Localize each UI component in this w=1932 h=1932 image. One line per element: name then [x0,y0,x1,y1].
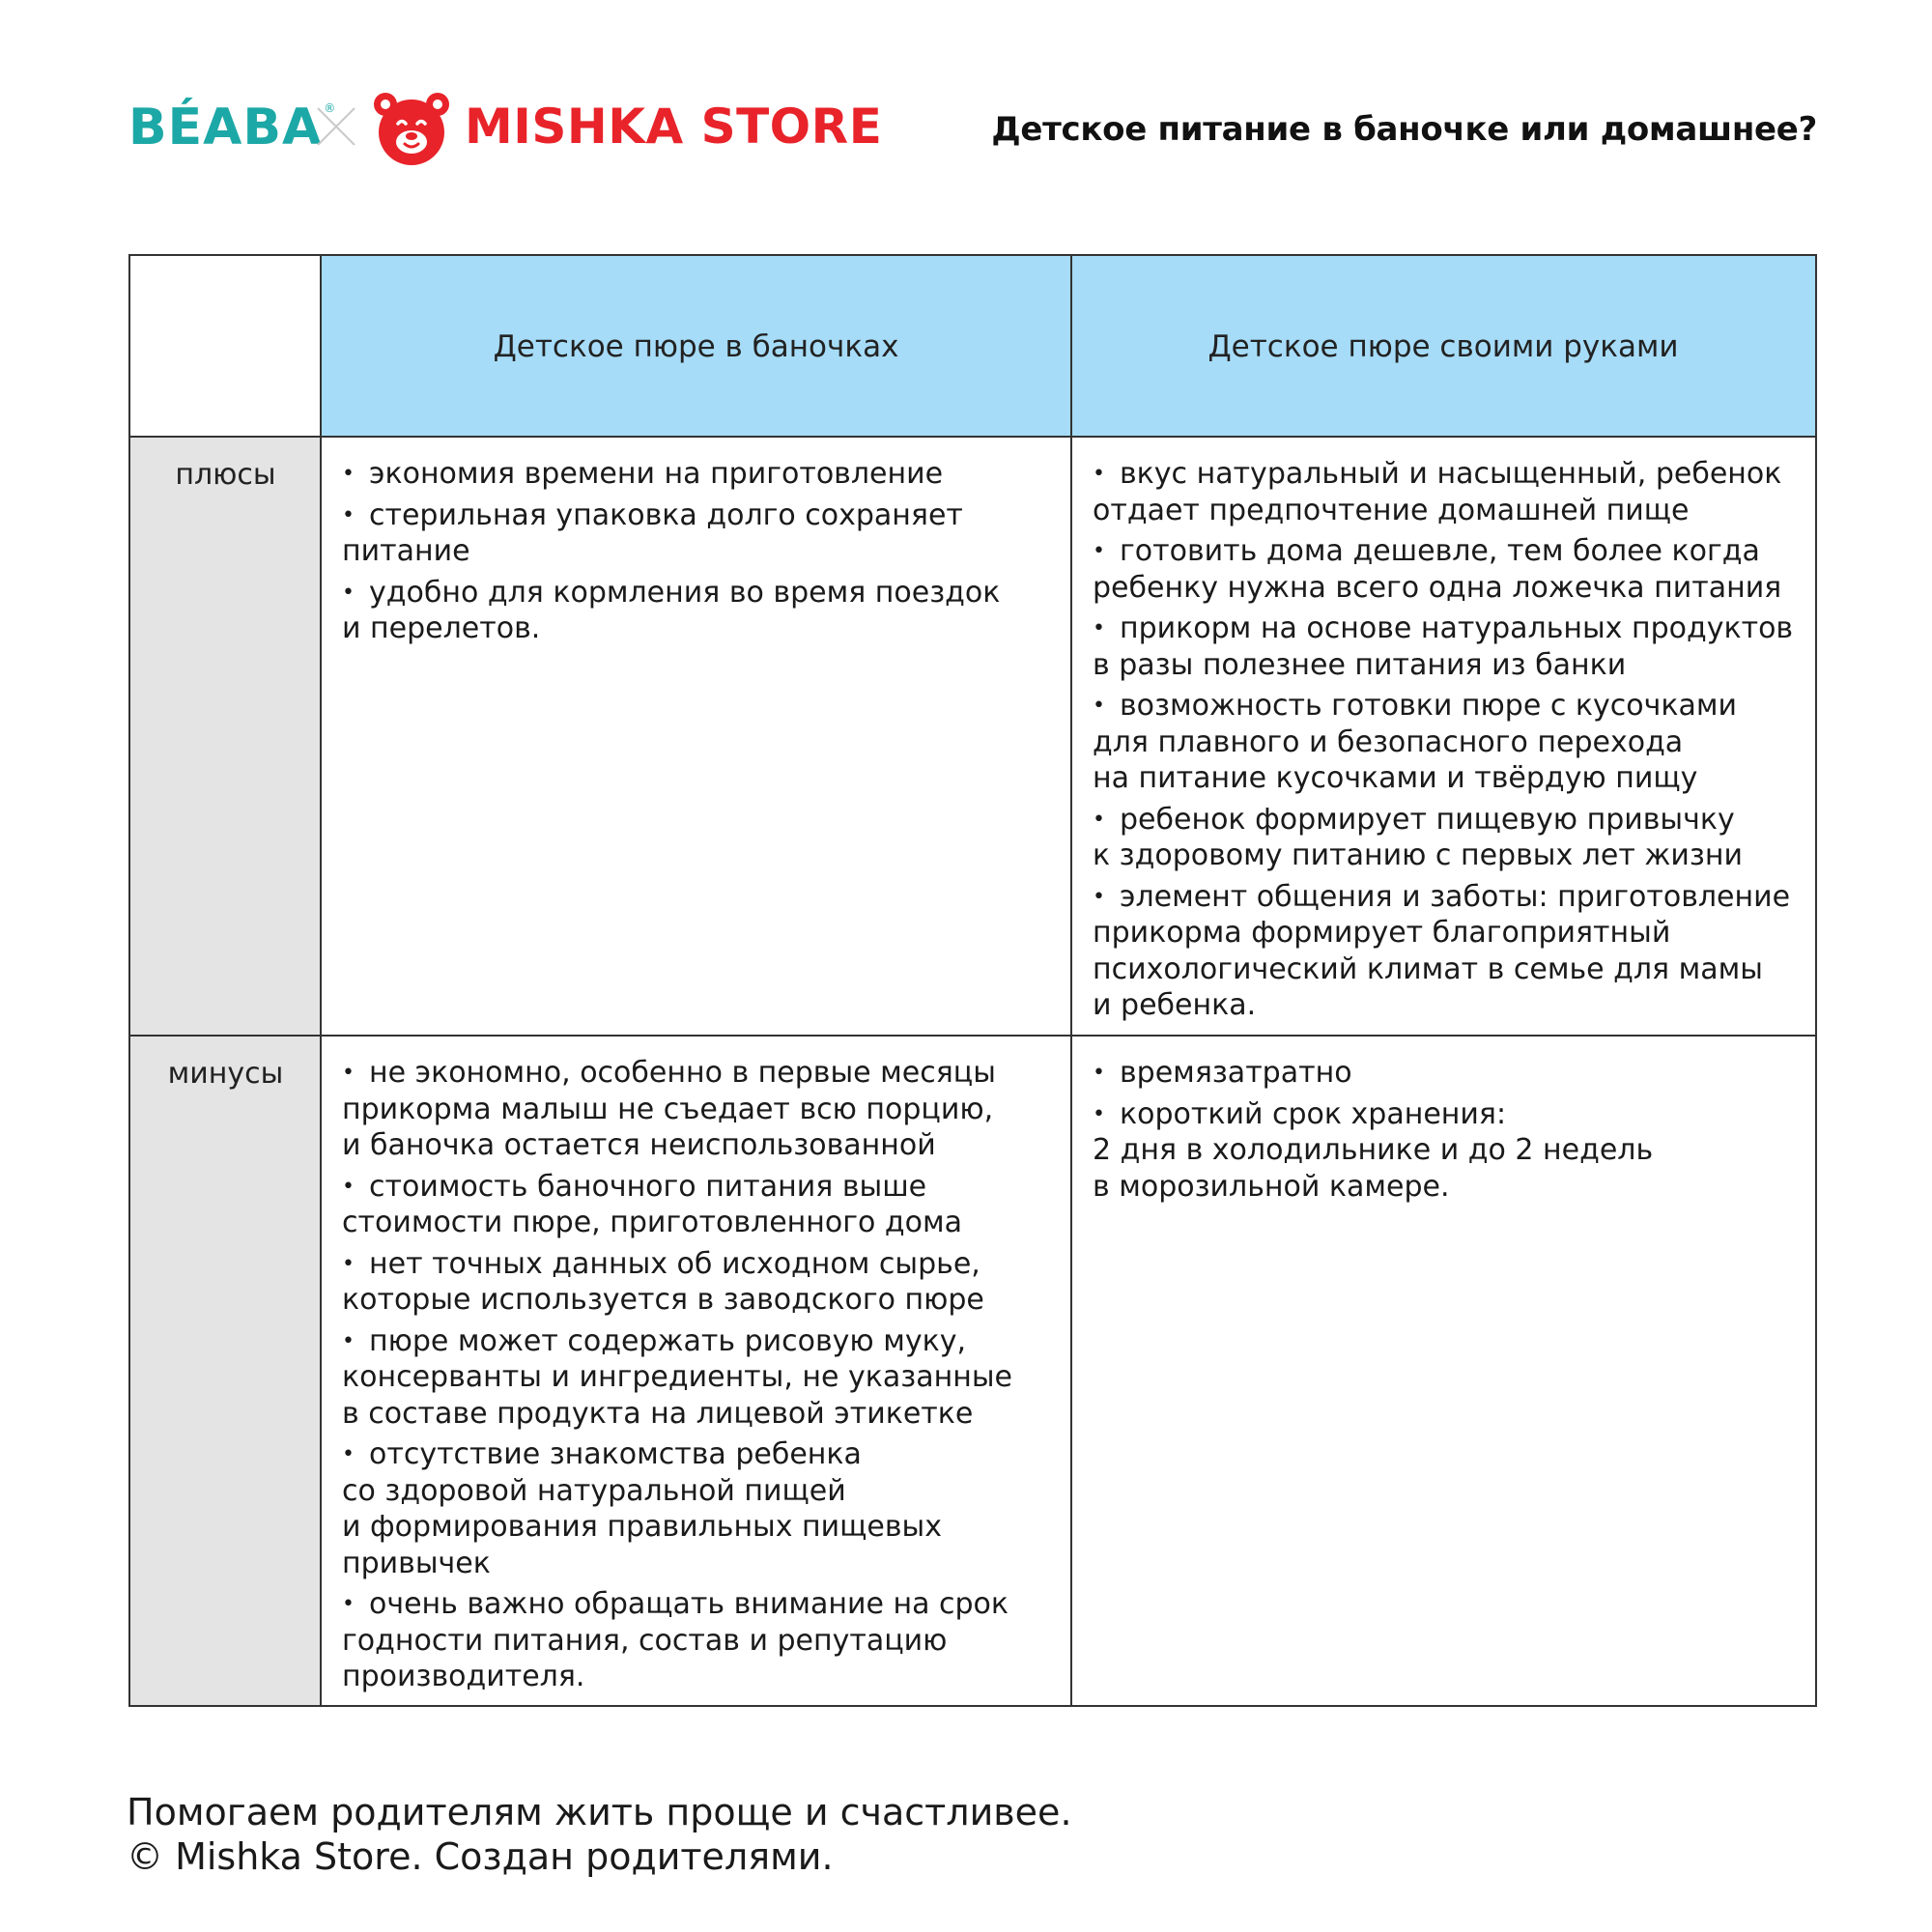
cross-icon [312,102,360,151]
list-item: • пюре может содержать рисовую муку, консерванты и ингредиенты, не указанные в составе продукта на лицевой этикетке [342,1323,1050,1433]
footer-tagline: Помогаем родителям жить проще и счастливее. [127,1791,1072,1833]
list-item: • готовить дома дешевле, тем более когда ребенку нужна всего одна ложечка питания [1093,533,1794,606]
list-item: • возможность готовки пюре с кусочками для плавного и безопасного перехода на питание кусочками и твёрдую пищу [1093,688,1794,797]
column-header-jar-label: Детское пюре в баночках [493,328,899,364]
list-item: • не экономно, особенно в первые месяцы прикорма малыш не съедает всю порцию, и баночка остается неиспользованной [342,1055,1050,1164]
header [128,89,1817,166]
list-item: • вкус натуральный и насыщенный, ребенок отдает предпочтение домашней пище [1093,456,1794,528]
list-item: • времязатратно [1093,1055,1794,1092]
column-header-jar [321,256,1071,437]
list-item: • стерильная упаковка долго сохраняет питание [342,497,1050,570]
list-item: • прикорм на основе натуральных продуктов в разы полезнее питания из банки [1093,611,1794,683]
list-item: • удобно для кормления во время поездок и перелетов. [342,575,1050,647]
list-item: • отсутствие знакомства ребенка со здоровой натуральной пищей и формирования правильных пищевых привычек [342,1436,1050,1581]
row-divider [130,1035,1815,1037]
page-title: Детское питание в баночке или домашнее? [991,110,1817,149]
beaba-logo [128,99,337,156]
mishka-store-logo: MISHKA STORE [465,99,883,155]
list-item: • стоимость баночного питания выше стоимости пюре, приготовленного дома [342,1169,1050,1241]
beaba-logo-text: BÉABA [128,99,323,156]
cons-jar-cell [321,1036,1071,1705]
row-label-pros [130,437,321,1036]
bear-logo-icon [372,89,451,166]
row-label-cons-text: минусы [167,1057,284,1091]
row-label-pros-text: плюсы [175,458,276,492]
footer [127,1790,1072,1879]
column-divider [1070,256,1072,1705]
corner-cell [130,256,321,437]
comparison-table [128,254,1817,1707]
pros-jar-cell [321,437,1071,1036]
list-item: • короткий срок хранения: 2 дня в холодильнике и до 2 недель в морозильной камере. [1093,1096,1794,1206]
cons-homemade-cell [1071,1036,1815,1705]
column-header-homemade-label: Детское пюре своими руками [1208,328,1679,364]
list-item: • очень важно обращать внимание на срок годности питания, состав и репутацию производителя. [342,1586,1050,1695]
row-divider [130,436,1815,438]
list-item: • экономия времени на приготовление [342,456,1050,493]
list-item: • нет точных данных об исходном сырье, которые используется в заводского пюре [342,1246,1050,1319]
registered-mark: ® [324,101,337,115]
list-item: • элемент общения и заботы: приготовление прикорма формирует благоприятный психологический климат в семье для мамы и ребенка. [1093,879,1794,1024]
column-divider [320,256,322,1705]
footer-copyright: © Mishka Store. Создан родителями. [127,1835,834,1878]
pros-homemade-cell [1071,437,1815,1036]
row-label-cons [130,1036,321,1705]
list-item: • ребенок формирует пищевую привычку к здоровому питанию с первых лет жизни [1093,802,1794,874]
column-header-homemade [1071,256,1815,437]
